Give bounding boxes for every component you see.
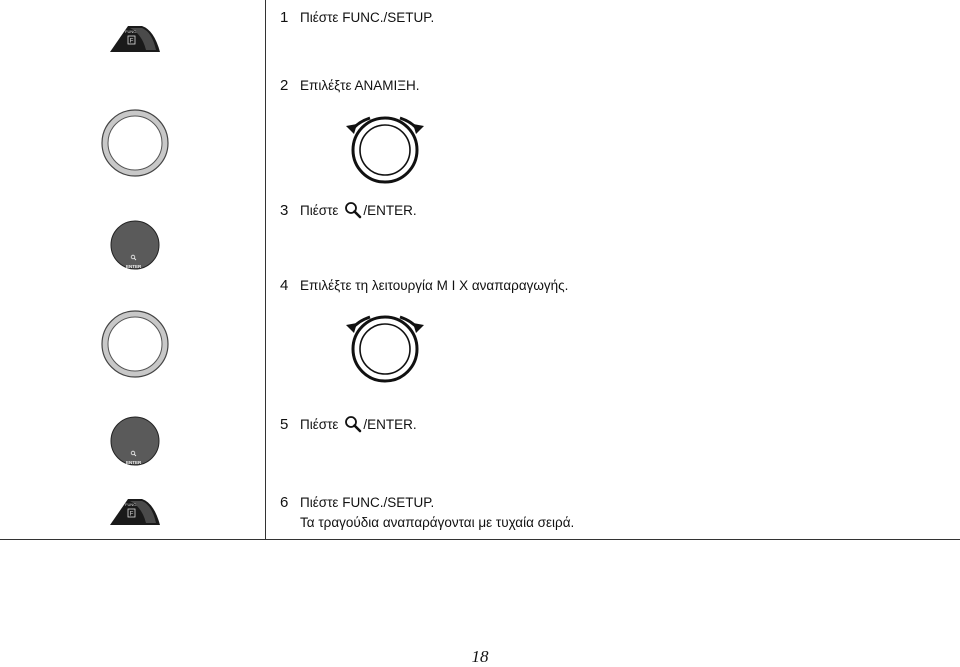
func-letter: F [129, 38, 134, 45]
step-number: 2 [280, 77, 289, 94]
rotate-dial-icon [342, 108, 428, 188]
magnifier-icon [344, 415, 362, 433]
step-1 [280, 9, 434, 26]
step-number: 4 [280, 277, 289, 294]
func-button-icon [108, 497, 164, 527]
step-number: 3 [280, 202, 289, 219]
step-text-before: Πιέστε [300, 203, 339, 218]
step-text-after: /ENTER. [363, 417, 417, 432]
step-4 [280, 277, 568, 294]
step-text: Επιλέξτε τη λειτουργία M I X αναπαραγωγής. [300, 278, 569, 293]
result-note: Τα τραγούδια αναπαράγονται με τυχαία σειρά. [300, 515, 575, 530]
enter-label: ENTER [126, 264, 142, 269]
column-divider [265, 0, 266, 540]
func-label: FUNC. [125, 29, 138, 34]
enter-button-icon [110, 220, 160, 272]
step-text-after: /ENTER. [363, 203, 417, 218]
step-text-before: Πιέστε [300, 417, 339, 432]
step-3 [280, 201, 417, 219]
enter-button-icon [110, 416, 160, 468]
page-number: 18 [471, 647, 489, 666]
jog-dial-icon [100, 108, 170, 178]
step-number: 1 [280, 9, 289, 26]
step-2 [280, 77, 420, 94]
step-text: Επιλέξτε ΑΝΑΜΙΞΗ. [300, 78, 420, 93]
step-5 [280, 415, 417, 433]
rotate-dial-icon [342, 307, 428, 387]
func-label: FUNC. [125, 502, 138, 507]
func-letter: F [129, 511, 134, 518]
enter-label: ENTER [126, 460, 142, 465]
step-6 [280, 494, 434, 511]
step-number: 5 [280, 416, 289, 433]
step-text: Πιέστε FUNC./SETUP. [300, 10, 435, 25]
magnifier-icon [344, 201, 362, 219]
section-bottom-rule [0, 539, 960, 540]
func-button-icon [108, 24, 164, 54]
step-number: 6 [280, 494, 289, 511]
jog-dial-icon [100, 309, 170, 379]
step-text: Πιέστε FUNC./SETUP. [300, 495, 435, 510]
